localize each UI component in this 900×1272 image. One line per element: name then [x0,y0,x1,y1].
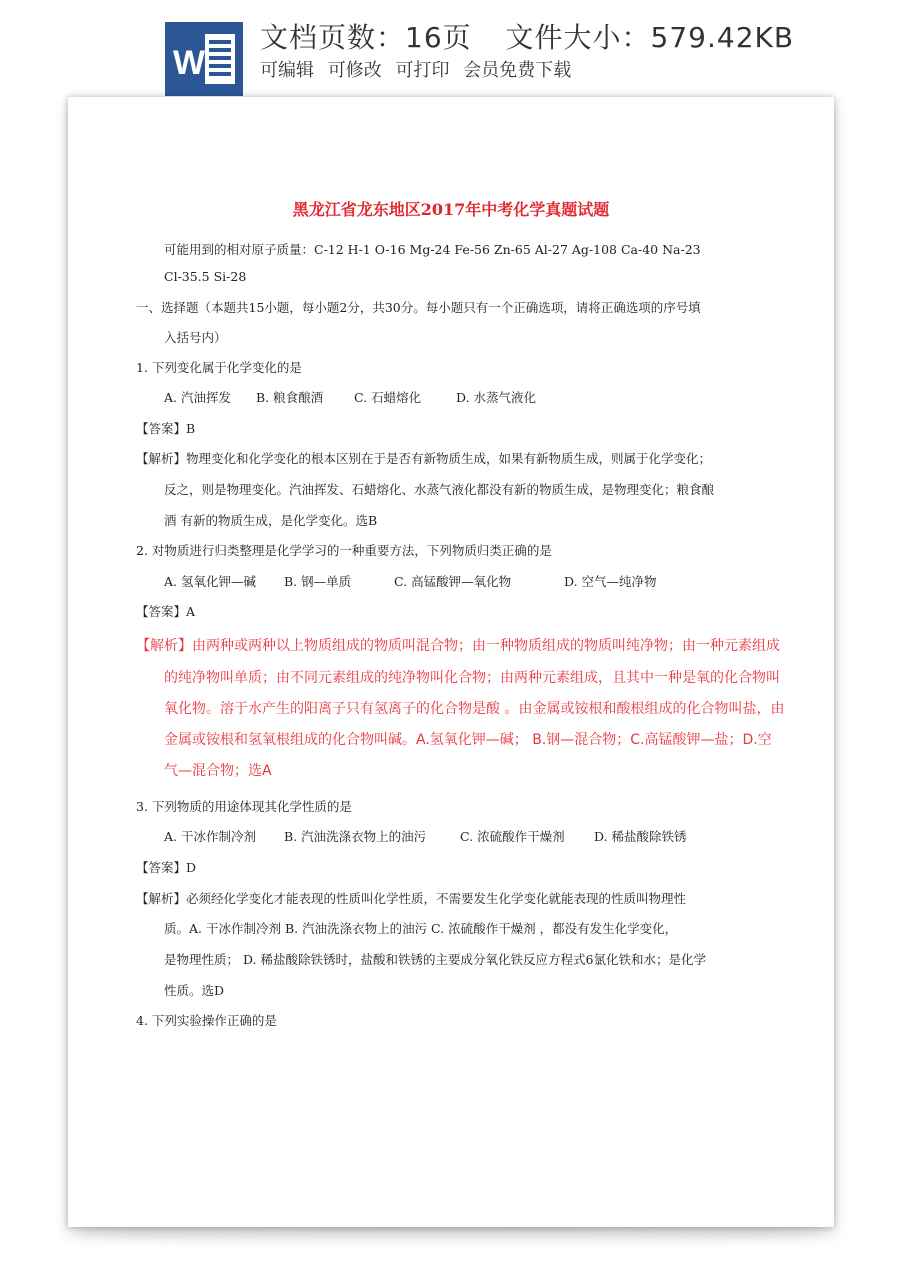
option: C. 浓硫酸作干燥剂 [460,829,565,844]
option: B. 钢—单质 [284,574,352,589]
question-2-analysis-line: 氧化物。溶于水产生的阳离子只有氢离子的化合物是酸 。由金属或铵根和酸根组成的化合物叫盐，由 [164,701,785,717]
option: D. 水蒸气液化 [456,390,537,405]
feature-editable: 可编辑 [260,60,314,81]
page-count: 文档页数：16页 [260,21,472,54]
option: A. 干冰作制冷剂 [164,829,256,844]
question-2-answer: 【答案】A [136,604,196,619]
question-3-analysis-line: 性质。选D [164,983,225,998]
feature-free-download: 会员免费下载 [463,60,572,81]
question-3-analysis-line: 是物理性质； D. 稀盐酸除铁锈时，盐酸和铁锈的主要成分氧化铁反应方程式6氯化铁和水；是化学 [164,952,706,967]
file-info [260,16,818,56]
question-2-analysis-line: 气—混合物；选A [164,763,272,779]
feature-modifiable: 可修改 [327,60,382,81]
question-2-analysis-line: 金属或铵根和氢氧根组成的化合物叫碱。A.氢氧化钾—碱； B.钢—混合物；C.高锰酸钾—盐；D.空 [164,732,772,748]
question-1-analysis-line: 【解析】物理变化和化学变化的根本区别在于是否有新物质生成，如果有新物质生成，则属于化学变化； [136,451,712,466]
feature-printable: 可打印 [395,60,450,81]
option: D. 空气—纯净物 [564,574,657,589]
question-1-analysis-line: 酒 有新的物质生成，是化学变化。选B [164,513,378,528]
document-page [68,97,834,1227]
section-heading-line-2: 入括号内） [164,330,227,345]
question-3-options [164,827,687,845]
header-banner [0,0,900,100]
question-3-stem: 3. 下列物质的用途体现其化学性质的是 [136,799,352,814]
question-2-stem: 2. 对物质进行归类整理是化学学习的一种重要方法，下列物质归类正确的是 [136,543,552,558]
question-3-analysis-line: 质。A. 干冰作制冷剂 B. 汽油洗涤衣物上的油污 C. 浓硫酸作干燥剂 ，都没有发生化学变化， [164,921,678,936]
svg-text:W: W [173,44,206,82]
option: A. 汽油挥发 [164,390,231,405]
question-1-answer: 【答案】B [136,421,196,436]
option: C. 高锰酸钾—氧化物 [394,574,512,589]
section-heading-line-1: 一、选择题（本题共15小题，每小题2分，共30分。每小题只有一个正确选项，请将正确选项的序号填 [136,300,701,315]
question-1-stem: 1. 下列变化属于化学变化的是 [136,360,302,375]
option: D. 稀盐酸除铁锈 [594,829,687,844]
feature-list [260,56,579,82]
question-4-stem: 4. 下列实验操作正确的是 [136,1013,277,1028]
atomic-mass-line-2: Cl-35.5 Si-28 [164,269,247,284]
option: A. 氢氧化钾—碱 [164,574,256,589]
question-2-options [164,572,657,590]
word-icon [165,22,243,96]
question-3-analysis-line: 【解析】必须经化学变化才能表现的性质叫化学性质，不需要发生化学变化就能表现的性质叫物理性 [136,891,687,906]
option: C. 石蜡熔化 [354,390,422,405]
question-3-answer: 【答案】D [136,860,197,875]
question-1-options [164,388,536,406]
question-1-analysis-line: 反之，则是物理变化。汽油挥发、石蜡熔化、水蒸气液化都没有新的物质生成，是物理变化；粮食酿 [164,482,715,497]
atomic-mass-line-1: 可能用到的相对原子质量：C-12 H-1 O-16 Mg-24 Fe-56 Zn-65 Al-27 Ag-108 Ca-40 Na-23 [164,242,701,257]
document-title: 黑龙江省龙东地区2017年中考化学真题试题 [292,200,610,219]
question-2-analysis-line: 【解析】由两种或两种以上物质组成的物质叫混合物；由一种物质组成的物质叫纯净物；由一种元素组成 [136,638,780,654]
file-size: 文件大小：579.42KB [505,21,795,54]
option: B. 汽油洗涤衣物上的油污 [284,829,427,844]
question-2-analysis-line: 的纯净物叫单质；由不同元素组成的纯净物叫化合物；由两种元素组成，且其中一种是氧的化合物叫 [164,670,780,686]
option: B. 粮食酿酒 [256,390,324,405]
